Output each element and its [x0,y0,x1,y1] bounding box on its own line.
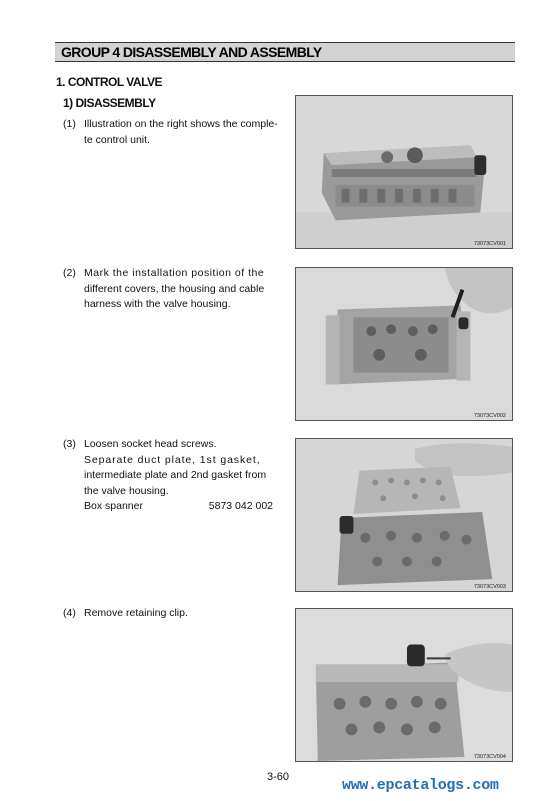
section-heading: 1. CONTROL VALVE [56,75,163,89]
photo-mark-position [295,267,513,421]
step-text-line: different covers, the housing and cable [84,282,265,295]
tool-name: Box spanner [84,500,143,512]
subsection-heading: 1) DISASSEMBLY [63,96,156,110]
group-banner [55,42,515,62]
figure-caption: 73073CV004 [473,754,506,760]
step-4 [63,606,273,622]
step-text-line: Illustration on the right shows the comple- [84,118,278,130]
photo-control-unit [295,95,513,249]
step-text-line: Mark the installation position of the [84,267,265,279]
step-text-line: harness with the valve housing. [84,298,231,310]
step-text-line: Separate duct plate, 1st gasket, [84,453,261,466]
step-text-line: Loosen socket head screws. [84,438,217,450]
group-title: GROUP 4 DISASSEMBLY AND ASSEMBLY [61,44,322,60]
step-number: (3) [63,438,76,450]
photo-separate-plates [295,438,513,592]
figure-caption: 73073CV003 [473,584,506,590]
watermark: www.epcatalogs.com [342,777,499,794]
step-text-line: intermediate plate and 2nd gasket from [84,469,267,481]
step-text-line: te control unit. [84,133,150,146]
tool-part-number: 5873 042 002 [208,500,273,512]
tool-row [84,499,273,515]
photo-retaining-clip [295,608,513,762]
step-text-line: the valve housing. [84,484,169,497]
step-number: (2) [63,267,76,279]
step-text-line: Remove retaining clip. [84,607,188,619]
step-number: (4) [63,607,76,619]
step-1 [63,117,278,148]
step-number: (1) [63,118,76,130]
page-number: 3-60 [267,771,290,783]
figure-caption: 73073CV002 [473,413,506,419]
figure-caption: 73073CV001 [473,241,506,247]
step-3 [63,437,273,515]
step-2 [63,266,273,313]
